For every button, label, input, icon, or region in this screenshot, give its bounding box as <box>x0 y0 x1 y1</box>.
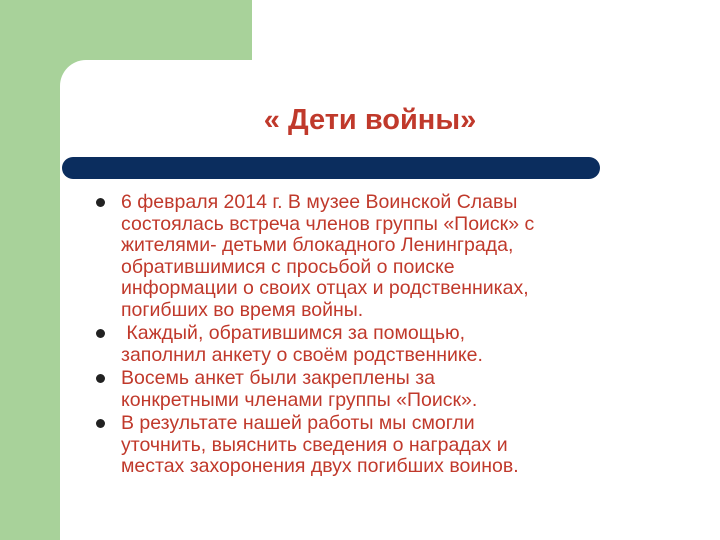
bullet-dot-icon <box>96 374 105 383</box>
bullet-dot-icon <box>96 329 105 338</box>
bullet-line: местах захоронения двух погибших воинов. <box>121 455 519 477</box>
bullet-line: обратившимися с просьбой о поиске <box>121 255 455 278</box>
bullet-line: заполнил анкету о своём родственнике. <box>121 343 483 366</box>
title-underline-bar <box>62 157 600 179</box>
bullet-line: состоялась встреча членов группы «Поиск» с <box>121 212 535 235</box>
bullet-line: уточнить, выяснить сведения о наградах и <box>121 433 508 456</box>
bullet-item <box>96 413 656 478</box>
bullet-item <box>96 368 656 411</box>
bullet-line: Каждый, обратившимся за помощью, <box>121 322 466 344</box>
bullet-line: 6 февраля 2014 г. В музее Воинской Славы <box>121 191 518 213</box>
bullet-list <box>96 192 656 480</box>
bullet-line: В результате нашей работы мы смогли <box>121 412 475 434</box>
bullet-item <box>96 192 656 321</box>
bullet-item <box>96 323 656 366</box>
bullet-line: Восемь анкет были закреплены за <box>121 367 435 389</box>
bullet-line: конкретными членами группы «Поиск». <box>121 388 478 411</box>
bullet-line: жителями- детьми блокадного Ленинграда, <box>121 234 514 256</box>
bullet-dot-icon <box>96 198 105 207</box>
bullet-line: погибших во время войны. <box>121 298 364 321</box>
bullet-dot-icon <box>96 419 105 428</box>
bullet-line: информации о своих отцах и родственниках, <box>121 277 529 299</box>
slide-title: « Дети войны» <box>263 104 477 136</box>
